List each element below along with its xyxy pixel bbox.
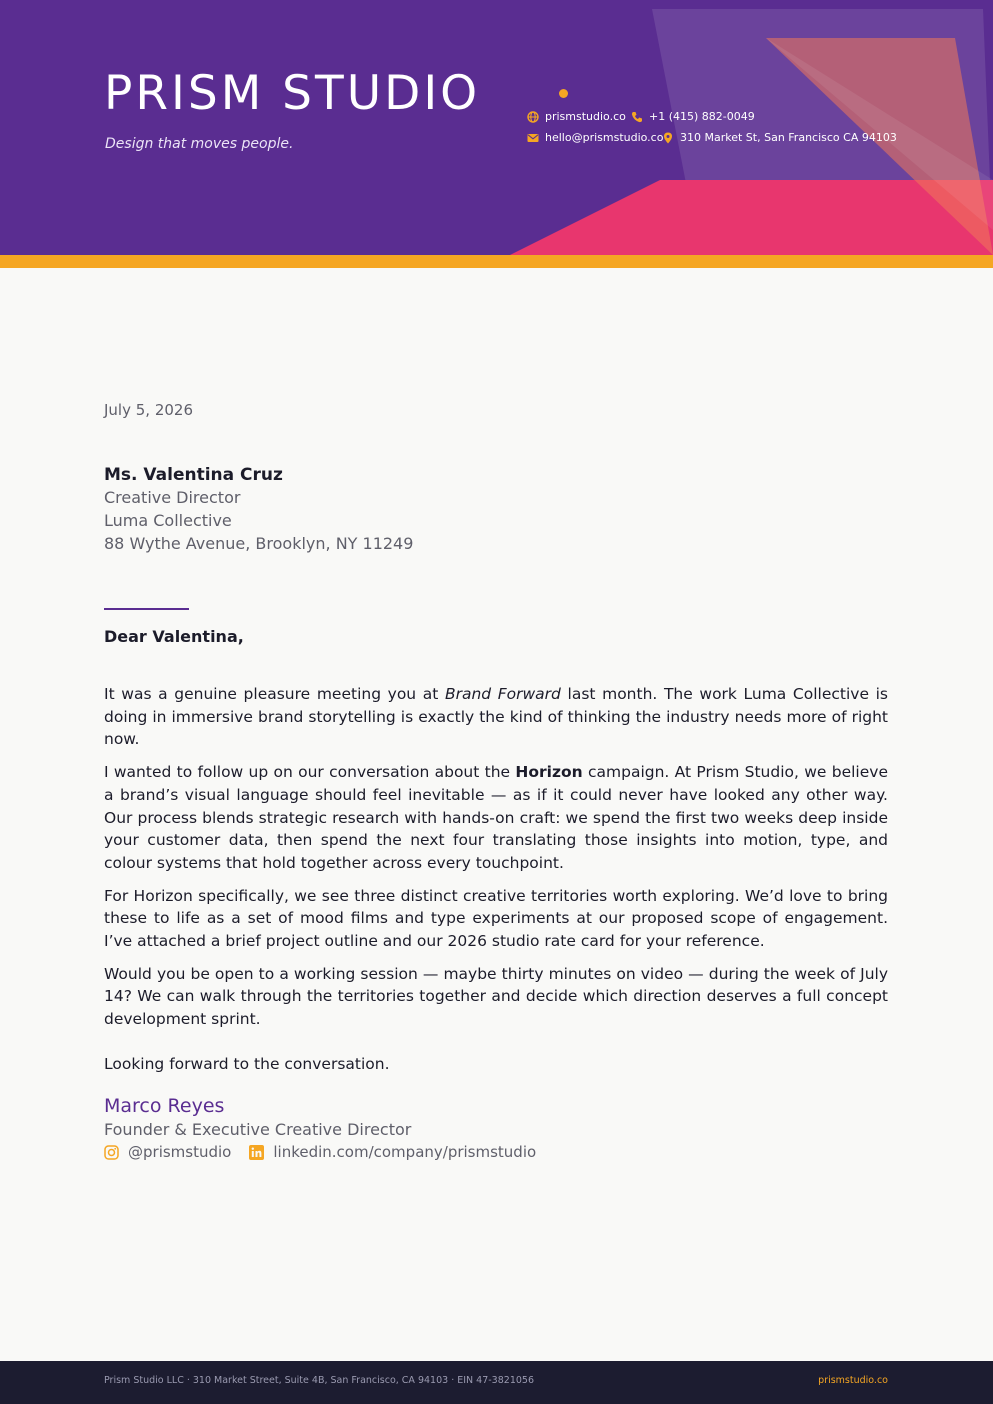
globe-icon <box>527 111 539 123</box>
letterhead-header <box>0 0 993 255</box>
geometric-decoration <box>0 0 993 255</box>
salutation: Dear Valentina, <box>104 627 244 646</box>
closing-line: Looking forward to the conversation. <box>104 1054 390 1073</box>
campaign-name: Horizon <box>515 763 583 782</box>
recipient-name: Ms. Valentina Cruz <box>104 465 283 485</box>
paragraph-1: It was a genuine pleasure meeting you at Brand Forward last month. The work Luma Collective is doing in immersive brand storytelling is exactly the kind of thinking the industry needs more of right now. <box>104 685 888 749</box>
recipient-title: Creative Director <box>104 488 241 507</box>
recipient-address: 88 Wythe Avenue, Brooklyn, NY 11249 <box>104 534 414 553</box>
website-text: prismstudio.co <box>545 110 626 123</box>
phone-text: +1 (415) 882-0049 <box>649 110 755 123</box>
instagram-icon <box>104 1145 119 1160</box>
letter-body <box>104 683 888 1086</box>
contact-phone[interactable] <box>631 110 755 123</box>
recipient-block <box>104 464 413 555</box>
signature-block <box>104 1094 536 1161</box>
brand-name: PRISM STUDIO <box>104 66 481 121</box>
instagram-handle[interactable]: @prismstudio <box>128 1143 232 1161</box>
map-pin-icon <box>662 132 674 144</box>
footer-legal: Prism Studio LLC · 310 Market Street, Suite 4B, San Francisco, CA 94103 · EIN 47-3821056 <box>104 1375 534 1386</box>
signer-name: Marco Reyes <box>104 1095 225 1117</box>
paragraph-2: I wanted to follow up on our conversation about the Horizon campaign. At Prism Studio, we believe a brand’s visual language should feel inevitable — as if it could never have looked any other way. Our process blends strategic research with hands-on craft: we spend the first two weeks deep inside your customer data, then spend the next four translating those insights into motion, type, and colour systems that hold together across every touchpoint. <box>104 763 888 872</box>
linkedin-url[interactable]: linkedin.com/company/prismstudio <box>273 1143 537 1161</box>
event-name: Brand Forward <box>444 685 561 703</box>
tagline: Design that moves people. <box>105 136 294 152</box>
recipient-company: Luma Collective <box>104 511 232 530</box>
contact-address <box>662 131 897 144</box>
social-links <box>104 1143 536 1161</box>
paragraph-3: For Horizon specifically, we see three distinct creative territories worth exploring. We’d love to bring these to life as a set of mood films and type experiments at our proposed scope of engagement. I’ve attached a brief project outline and our 2026 studio rate card for your reference. <box>104 886 888 951</box>
section-divider <box>104 608 189 610</box>
footer-website[interactable]: prismstudio.co <box>818 1375 888 1386</box>
brand-dot <box>559 89 568 98</box>
letterhead-footer <box>0 1361 993 1404</box>
contact-website[interactable] <box>527 110 626 123</box>
paragraph-4: Would you be open to a working session — maybe thirty minutes on video — during the week of July 14? We can walk through the territories together and decide which direction deserves a full concept development sprint. <box>104 964 888 1029</box>
phone-icon <box>631 111 643 123</box>
address-text: 310 Market St, San Francisco CA 94103 <box>680 131 897 144</box>
linkedin-icon <box>249 1145 264 1160</box>
email-text: hello@prismstudio.co <box>545 131 664 144</box>
mail-icon <box>527 132 539 144</box>
signer-title: Founder & Executive Creative Director <box>104 1120 412 1139</box>
contact-email[interactable] <box>527 131 663 144</box>
letter-date: July 5, 2026 <box>104 401 193 419</box>
accent-stripe <box>0 255 993 268</box>
